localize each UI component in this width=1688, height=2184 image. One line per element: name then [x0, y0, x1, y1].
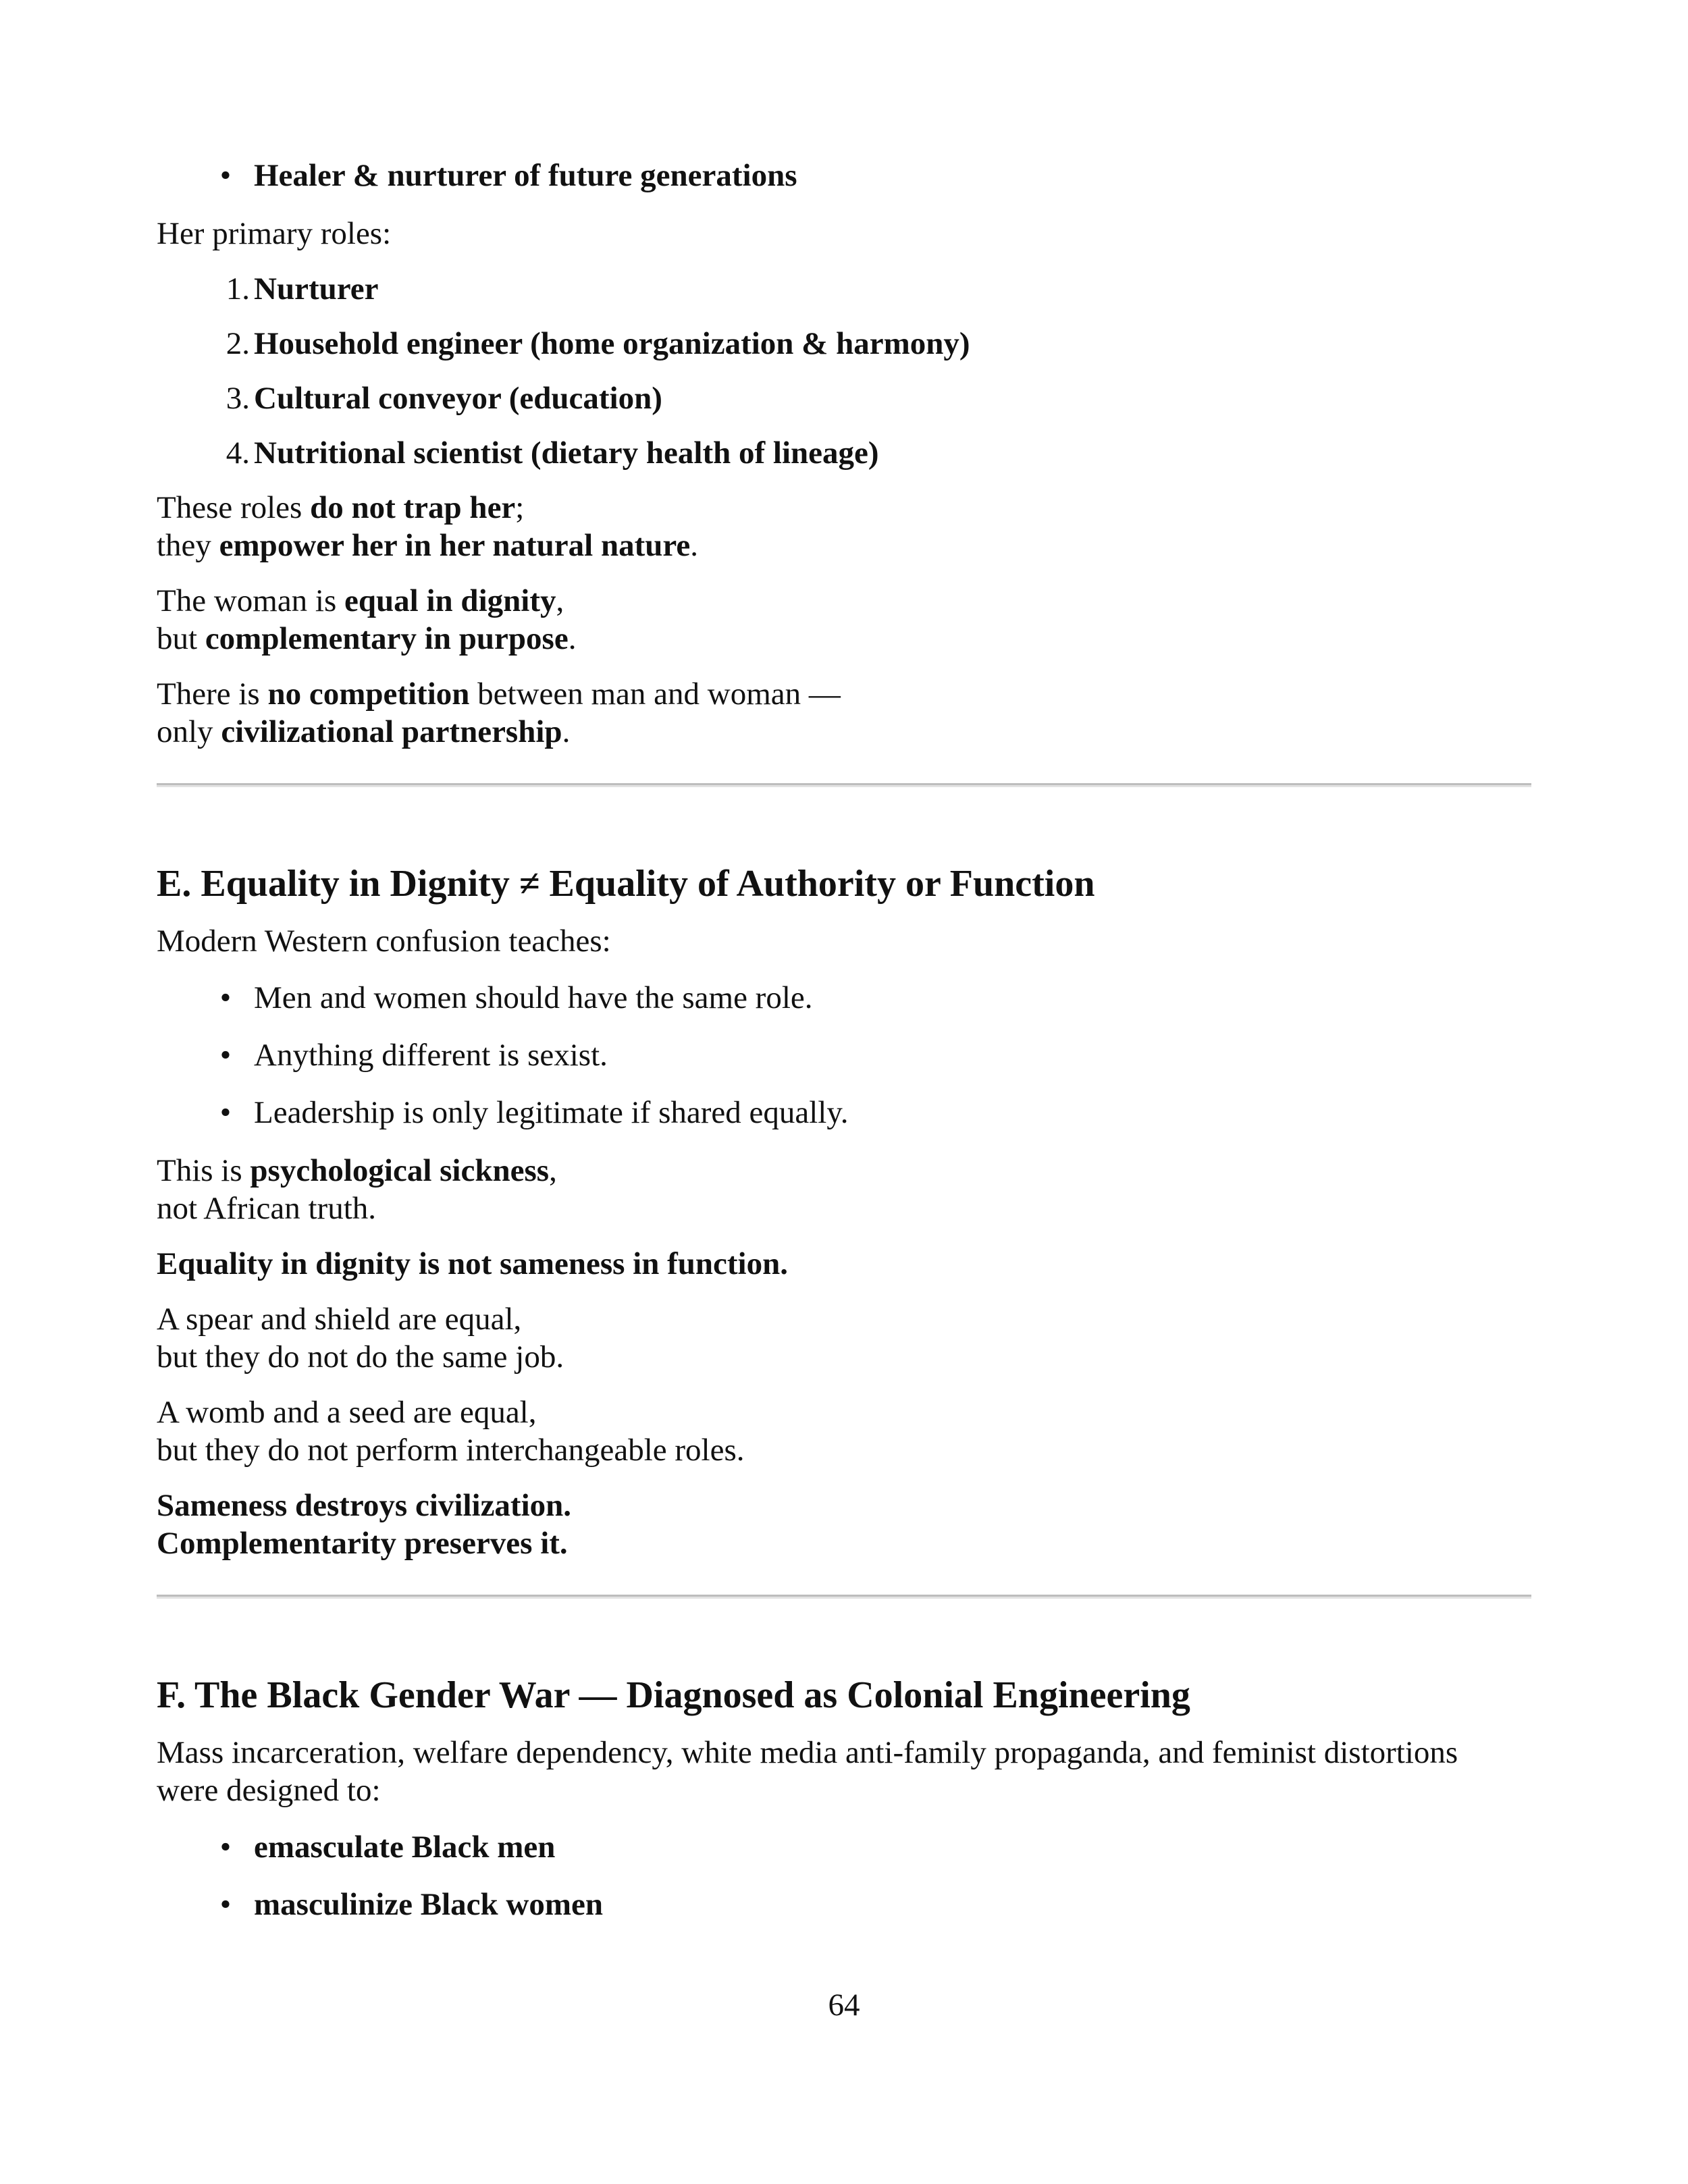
list-item-text: masculinize Black women	[254, 1887, 603, 1922]
text-run: ;	[515, 490, 525, 525]
roles-intro: Her primary roles:	[157, 216, 392, 251]
list-item-text: Household engineer (home organization & harmony)	[254, 326, 970, 361]
list-item-text: Anything different is sexist.	[254, 1038, 608, 1073]
text-run: only	[157, 714, 221, 749]
bullet-marker: •	[219, 980, 232, 1015]
list-item	[0, 157, 1553, 197]
text-run: .	[568, 621, 577, 656]
text-run: were designed to:	[157, 1773, 381, 1808]
list-number: 1.	[226, 271, 250, 307]
paragraph	[157, 675, 1534, 751]
paragraph	[157, 1393, 1534, 1469]
list-number: 4.	[226, 435, 250, 471]
list-item-text: Nurturer	[254, 271, 379, 307]
section-intro: Modern Western confusion teaches:	[157, 924, 611, 959]
text-run: but they do not perform interchangeable roles.	[157, 1433, 745, 1468]
text-run: empower her in her natural nature	[219, 528, 691, 563]
paragraph	[157, 1487, 1534, 1562]
list-item	[0, 434, 1553, 475]
text-run: civilizational partnership	[221, 714, 562, 749]
list-item-text: Cultural conveyor (education)	[254, 381, 662, 416]
bullet-marker: •	[219, 158, 232, 193]
list-number: 3.	[226, 381, 250, 416]
list-item	[0, 270, 1553, 311]
bullet-marker: •	[219, 1038, 232, 1073]
list-item	[0, 1094, 1553, 1134]
text-run: they	[157, 528, 219, 563]
list-item-text: emasculate Black men	[254, 1830, 556, 1865]
text-run: not African truth.	[157, 1191, 377, 1226]
list-item	[0, 379, 1553, 420]
paragraph	[157, 1300, 1534, 1376]
paragraph	[157, 582, 1534, 658]
list-item	[0, 1886, 1553, 1926]
text-run: .	[562, 714, 571, 749]
list-number: 2.	[226, 326, 250, 361]
text-run: Complementarity preserves it.	[157, 1526, 568, 1561]
section-heading: E. Equality in Dignity ≠ Equality of Authority or Function	[157, 863, 1095, 905]
text-run: A spear and shield are equal,	[157, 1302, 522, 1337]
text-run: psychological sickness	[250, 1153, 550, 1188]
text-run: ,	[556, 583, 564, 618]
horizontal-rule	[157, 783, 1531, 787]
list-item	[0, 1828, 1553, 1869]
list-item	[0, 325, 1553, 365]
text-run: Mass incarceration, welfare dependency, white media anti-family propaganda, and feminist distortions	[157, 1735, 1458, 1770]
list-item	[0, 1036, 1553, 1077]
bullet-marker: •	[219, 1095, 232, 1130]
list-item-text: Nutritional scientist (dietary health of lineage)	[254, 435, 879, 471]
text-run: but	[157, 621, 205, 656]
list-item-text: Men and women should have the same role.	[254, 980, 813, 1015]
text-run: do not trap her	[310, 490, 516, 525]
text-run: This is	[157, 1153, 250, 1188]
text-run: but they do not do the same job.	[157, 1339, 564, 1375]
section-intro	[157, 1734, 1534, 1809]
text-run: between man and woman —	[469, 676, 841, 712]
text-run: complementary in purpose	[205, 621, 569, 656]
list-item-text: Healer & nurturer of future generations	[254, 158, 797, 193]
bullet-marker: •	[219, 1887, 232, 1922]
section-heading: F. The Black Gender War — Diagnosed as Colonial Engineering	[157, 1674, 1190, 1716]
text-run: A womb and a seed are equal,	[157, 1395, 537, 1430]
paragraph	[157, 1152, 1534, 1227]
horizontal-rule	[157, 1595, 1531, 1599]
emphasis-line: Equality in dignity is not sameness in function.	[157, 1246, 788, 1281]
paragraph	[157, 489, 1534, 564]
text-run: There is	[157, 676, 268, 712]
text-run: Sameness destroys civilization.	[157, 1488, 572, 1523]
text-run: equal in dignity	[344, 583, 556, 618]
text-run: .	[690, 528, 699, 563]
text-run: These roles	[157, 490, 311, 525]
bullet-marker: •	[219, 1830, 232, 1865]
text-run: ,	[549, 1153, 557, 1188]
list-item-text: Leadership is only legitimate if shared equally.	[254, 1095, 849, 1130]
list-item	[0, 979, 1553, 1019]
text-run: no competition	[267, 676, 470, 712]
text-run: The woman is	[157, 583, 345, 618]
page-number: 64	[828, 1988, 860, 2023]
